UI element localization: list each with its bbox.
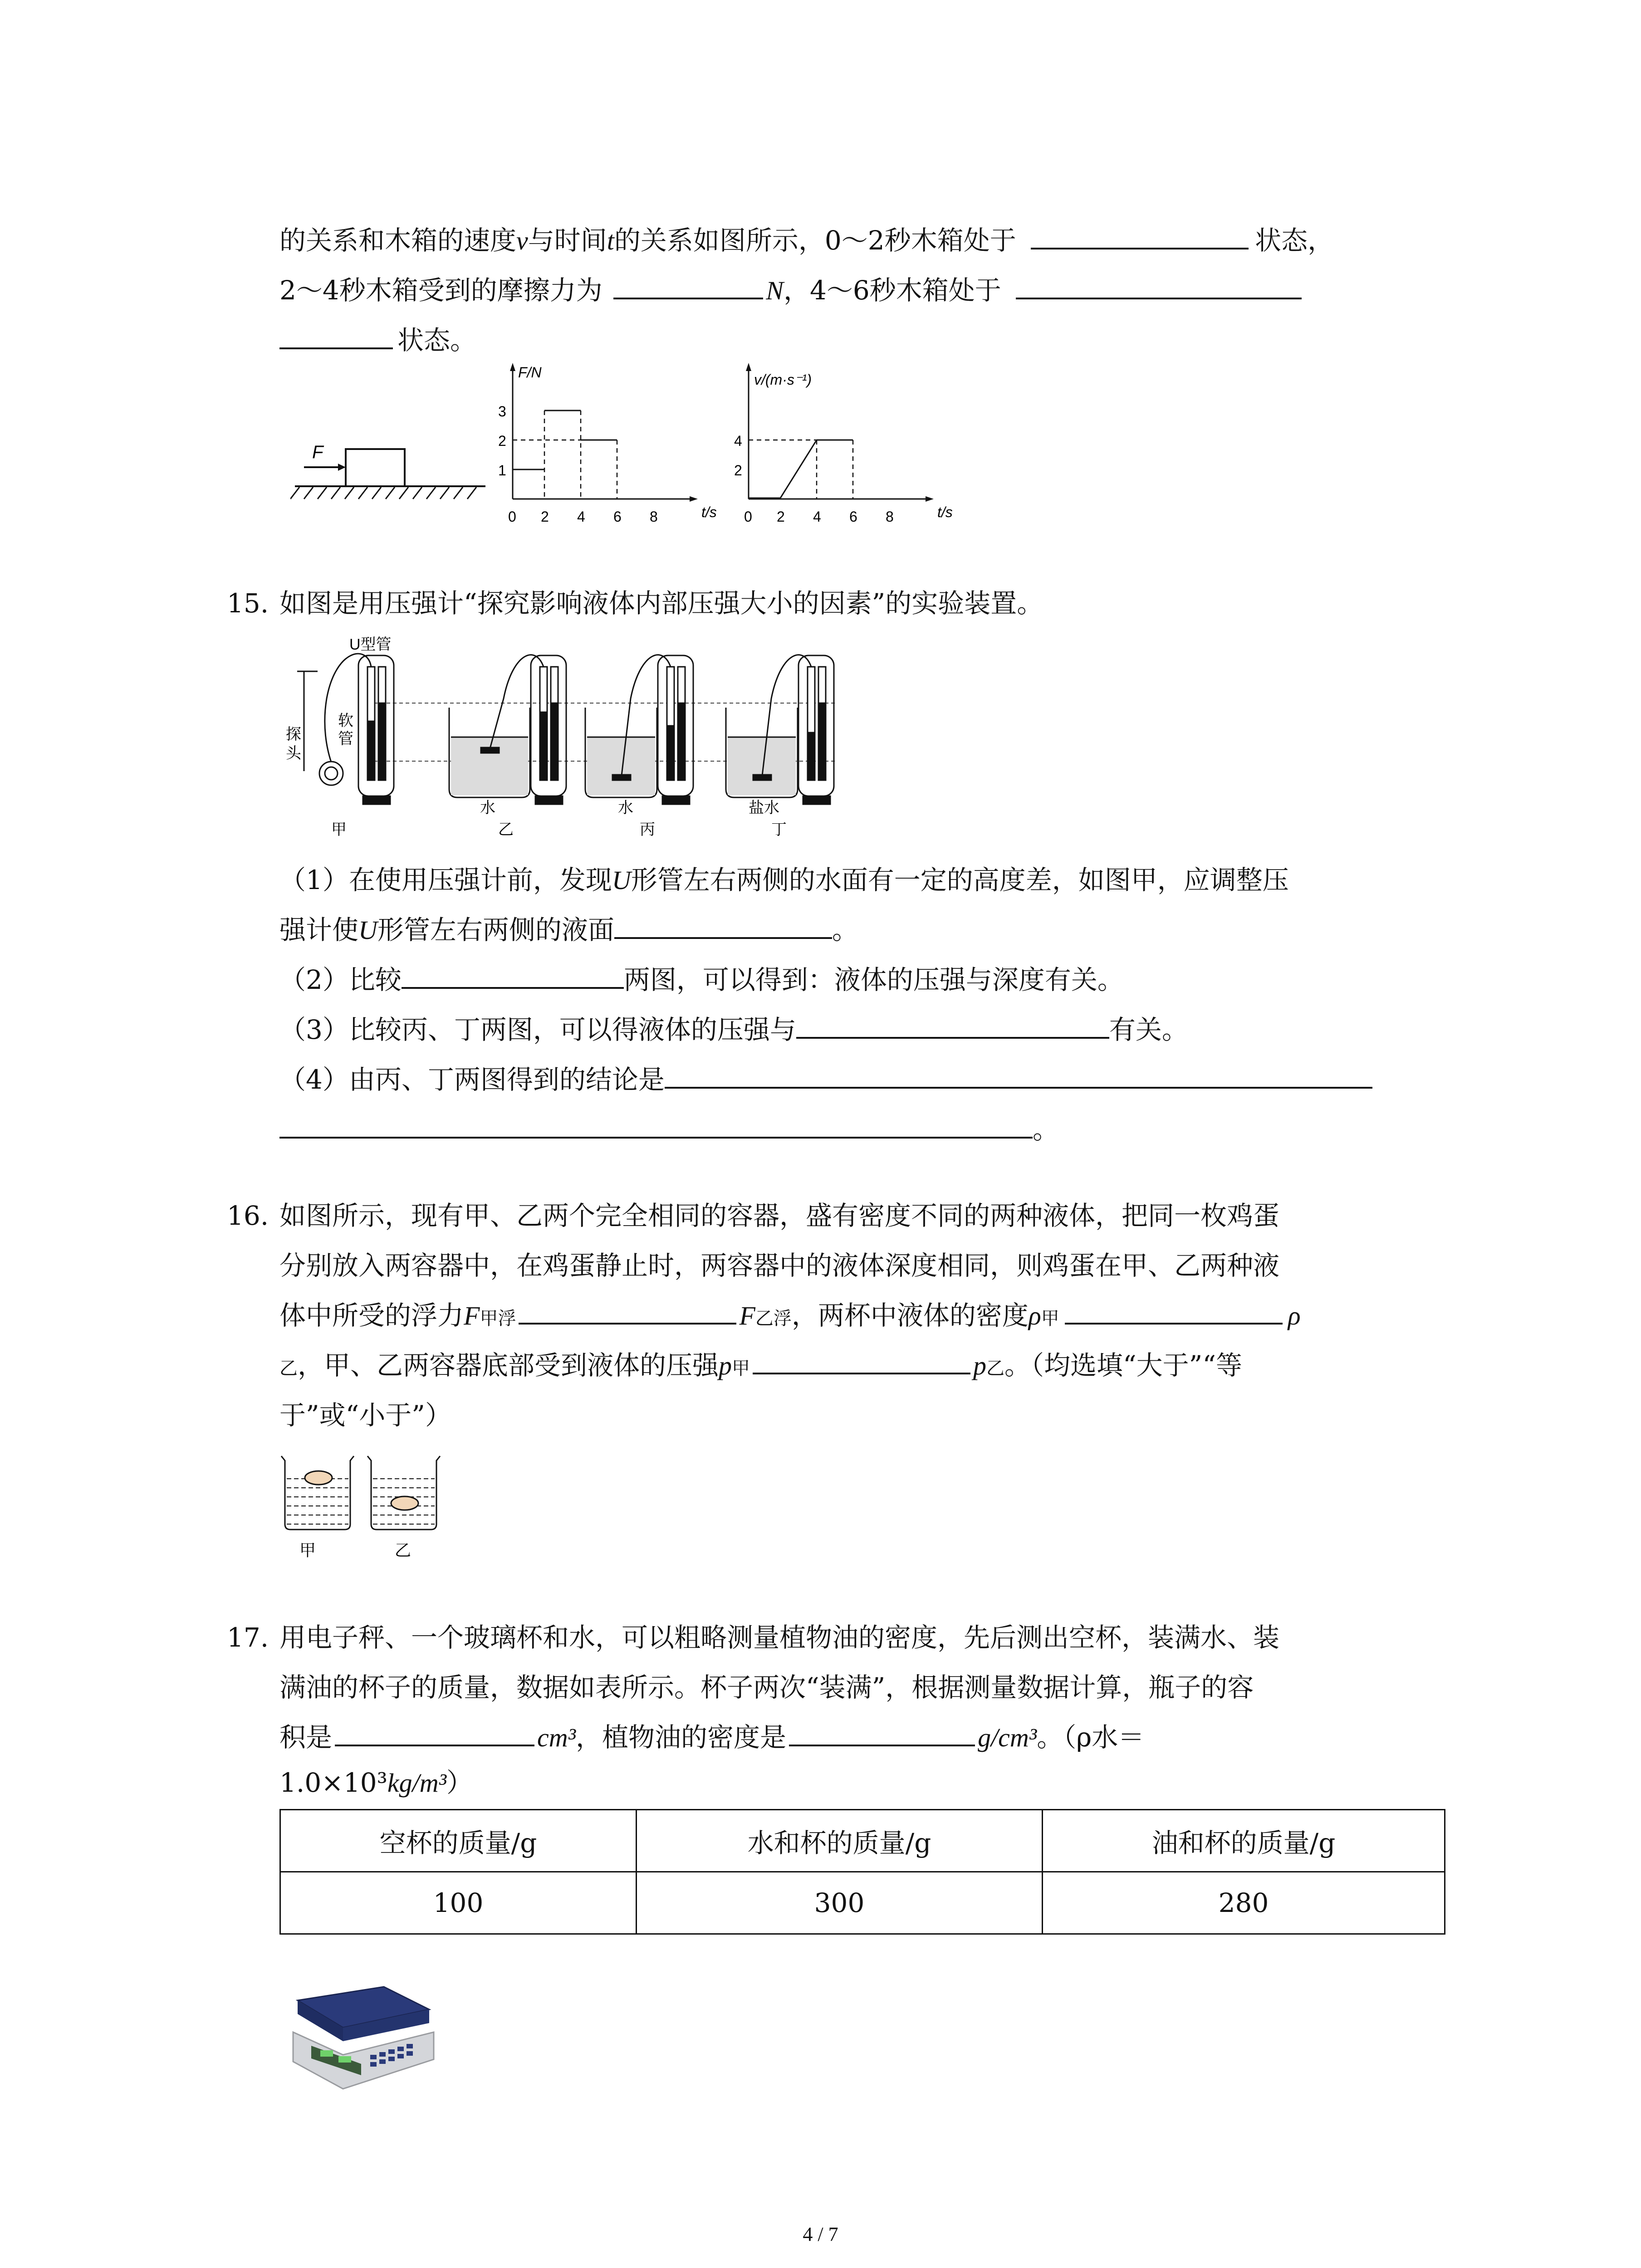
q15-text: 形管左右两侧的液面 [377,914,614,945]
f-graph-ylabel: F/N [518,364,542,381]
answer-blank-q15-4[interactable] [665,1061,1372,1089]
f-graph-ytick: 3 [498,403,506,420]
question-number: 15. [227,588,269,619]
q14-text: 与时间 [528,225,607,256]
answer-blank-q17-2[interactable] [789,1719,975,1746]
time-symbol: t [607,226,614,255]
q17-text: 1.0×10³ [279,1767,387,1798]
brine-label: 盐水 [749,799,779,816]
q15-stem [227,585,1043,621]
gauge-yi [449,655,566,804]
subscript: 甲 [1041,1308,1059,1329]
fig-label-jia: 甲 [331,821,347,838]
v-graph-xtick: 8 [886,508,894,525]
q14-line-3 [279,322,476,358]
water-label: 水 [480,799,495,816]
page-number: 4 / 7 [803,2223,838,2245]
q17-text: ） [446,1767,473,1798]
q14-line-1 [279,222,1334,259]
table-cell: 100 [280,1872,637,1934]
subscript: 甲 [732,1358,750,1379]
answer-blank-q14-3-cont[interactable] [279,322,393,349]
q15-text: 。 [832,914,858,945]
u-symbol: U [358,915,377,945]
unit-gcm3: g/cm³ [978,1723,1037,1752]
q15-text: 形管左右两侧的水面有一定的高度差，如图甲，应调整压 [631,865,1289,895]
q17-text: 满油的杯子的质量，数据如表所示。杯子两次“装满”，根据测量数据计算，瓶子的容 [279,1672,1254,1703]
q16-text: 如图所示，现有甲、乙两个完全相同的容器，盛有密度不同的两种液体，把同一枚鸡蛋 [279,1200,1280,1231]
utube-label: U型管 [349,636,392,653]
v-graph-xlabel: t/s [937,504,953,520]
q15-text: （4）由丙、丁两图得到的结论是 [279,1064,665,1095]
q15-text: （3）比较丙、丁两图，可以得液体的压强与 [279,1014,796,1045]
q15-text: （2）比较 [279,964,402,995]
answer-blank-q15-3[interactable] [796,1012,1109,1039]
table-row [280,1872,1445,1934]
subscript: 乙 [986,1358,1005,1379]
subscript: 乙浮 [755,1308,792,1329]
answer-blank-q14-3[interactable] [1016,272,1302,299]
question-number: 17. [227,1622,269,1653]
q17-line-3 [279,1719,1144,1756]
unit-cm3: cm³ [537,1723,576,1752]
q17-text: 。（ρ水＝ [1037,1722,1145,1753]
force-time-graph [490,358,726,531]
newton-unit: N [766,276,784,305]
subscript: 乙 [279,1358,298,1379]
hose-label: 管 [338,730,353,748]
gauge-ding [726,655,834,804]
beaker-yi [367,1456,440,1530]
f-graph-xlabel: t/s [701,504,717,520]
answer-blank-q15-1[interactable] [614,912,832,939]
q14-text: 2～4秒木箱受到的摩擦力为 [279,275,603,306]
q16-line-3 [279,1297,1301,1337]
beaker-label-yi: 乙 [395,1541,411,1559]
q15-text: 两图，可以得到：液体的压强与深度有关。 [623,964,1124,995]
fig-label-yi: 乙 [498,821,514,838]
table-header-cell: 空杯的质量/g [280,1810,637,1872]
table-cell: 300 [637,1872,1043,1934]
v-graph-ytick: 4 [734,433,742,449]
q14-text: 的关系如图所示，0～2秒木箱处于 [614,225,1016,256]
u-symbol: U [612,865,631,895]
rho-symbol: ρ [1028,1301,1041,1330]
f-graph-ytick: 1 [498,462,506,479]
force-label: F [312,442,323,462]
v-graph-xtick: 6 [849,508,857,525]
q14-text: 的关系和木箱的速度 [279,225,517,256]
mass-data-table [279,1809,1445,1935]
hose-label: 软 [338,712,353,729]
q15-text: 有关。 [1109,1014,1188,1045]
gauge-bing [585,655,693,804]
v-graph-xtick: 4 [813,508,821,525]
f-graph-xtick: 6 [613,508,622,525]
question-number: 16. [227,1200,269,1231]
q16-text: 。（均选填“大于”“等 [1004,1350,1242,1381]
water-label: 水 [618,799,633,816]
q14-text: 状态， [1255,225,1334,256]
q14-text: ，4～6秒木箱处于 [783,275,1001,306]
beaker-jia [281,1456,354,1530]
pressure-symbol: p [973,1351,987,1380]
pressure-gauge-apparatus-figure [277,635,880,839]
q16-text: ，两杯中液体的密度 [791,1300,1029,1331]
q17-text: ，植物油的密度是 [576,1722,787,1753]
answer-blank-q14-2[interactable] [613,272,763,299]
answer-blank-q15-2[interactable] [402,962,624,989]
answer-blank-q16-2[interactable] [1065,1297,1283,1325]
v-graph-xtick: 2 [777,508,785,525]
probe-label: 头 [286,745,301,762]
q17-text: 积是 [279,1722,333,1753]
unit-kgm3: kg/m³ [387,1768,447,1798]
probe-label: 探 [286,726,301,743]
egg-beakers-figure [277,1452,449,1569]
answer-blank-q17-1[interactable] [335,1719,534,1746]
table-header-row [280,1810,1445,1872]
q16-text: ，甲、乙两容器底部受到液体的压强 [298,1350,719,1381]
answer-blank-q16-1[interactable] [519,1297,736,1325]
q15-part1-line1 [279,862,1289,899]
force-symbol: F [739,1301,755,1330]
v-graph-xtick: 0 [744,508,752,525]
q16-text: 体中所受的浮力 [279,1300,464,1331]
q14-text: 状态。 [397,325,477,356]
f-graph-xtick: 0 [508,508,516,525]
rho-symbol: ρ [1288,1301,1301,1330]
q17-line-1 [227,1619,1279,1656]
q15-part4-cont [279,1111,1059,1148]
q15-text: 强计使 [279,914,359,945]
table-cell: 280 [1043,1872,1445,1934]
q15-part2 [279,962,1124,998]
q16-line-5 [279,1397,451,1433]
q15-part4 [279,1061,1372,1098]
box-on-surface-figure [290,435,490,517]
answer-blank-q15-4-cont[interactable] [279,1111,1033,1139]
q15-part3 [279,1012,1188,1048]
q16-line-4 [279,1347,1242,1387]
q17-text: 用电子秤、一个玻璃杯和水，可以粗略测量植物油的密度，先后测出空杯，装满水、装 [279,1622,1280,1653]
f-graph-ytick: 2 [498,433,506,449]
electronic-scale-image [279,1982,443,2096]
pressure-symbol: p [719,1351,732,1380]
fig-label-bing: 丙 [640,821,655,838]
q15-stem-text: 如图是用压强计“探究影响液体内部压强大小的因素”的实验装置。 [279,588,1043,619]
v-graph-ytick: 2 [734,462,742,479]
q16-text: 于”或“小于”） [279,1400,451,1431]
f-graph-xtick: 8 [650,508,658,525]
q16-line-1 [227,1198,1279,1234]
f-graph-xtick: 4 [577,508,585,525]
q15-text: （1）在使用压强计前，发现 [279,865,612,895]
v-graph-ylabel: v/(m·s⁻¹) [754,371,812,388]
q16-line-2 [279,1247,1279,1284]
table-header-cell: 油和杯的质量/g [1043,1810,1445,1872]
answer-blank-q16-3[interactable] [753,1347,970,1374]
answer-blank-q14-1[interactable] [1031,222,1249,249]
velocity-symbol: v [516,226,528,255]
q17-line-4 [279,1765,473,1801]
f-graph-xtick: 2 [541,508,549,525]
q17-line-2 [279,1669,1254,1706]
table-header-cell: 水和杯的质量/g [637,1810,1043,1872]
q15-part1-line2 [279,912,858,948]
q16-text: 分别放入两容器中，在鸡蛋静止时，两容器中的液体深度相同，则鸡蛋在甲、乙两种液 [279,1250,1280,1281]
q15-text: 。 [1033,1114,1059,1145]
q14-line-2 [279,272,1302,309]
force-symbol: F [464,1301,480,1330]
beaker-label-jia: 甲 [299,1541,316,1559]
subscript: 甲浮 [480,1308,516,1329]
velocity-time-graph [726,358,980,531]
fig-label-ding: 丁 [771,821,787,838]
